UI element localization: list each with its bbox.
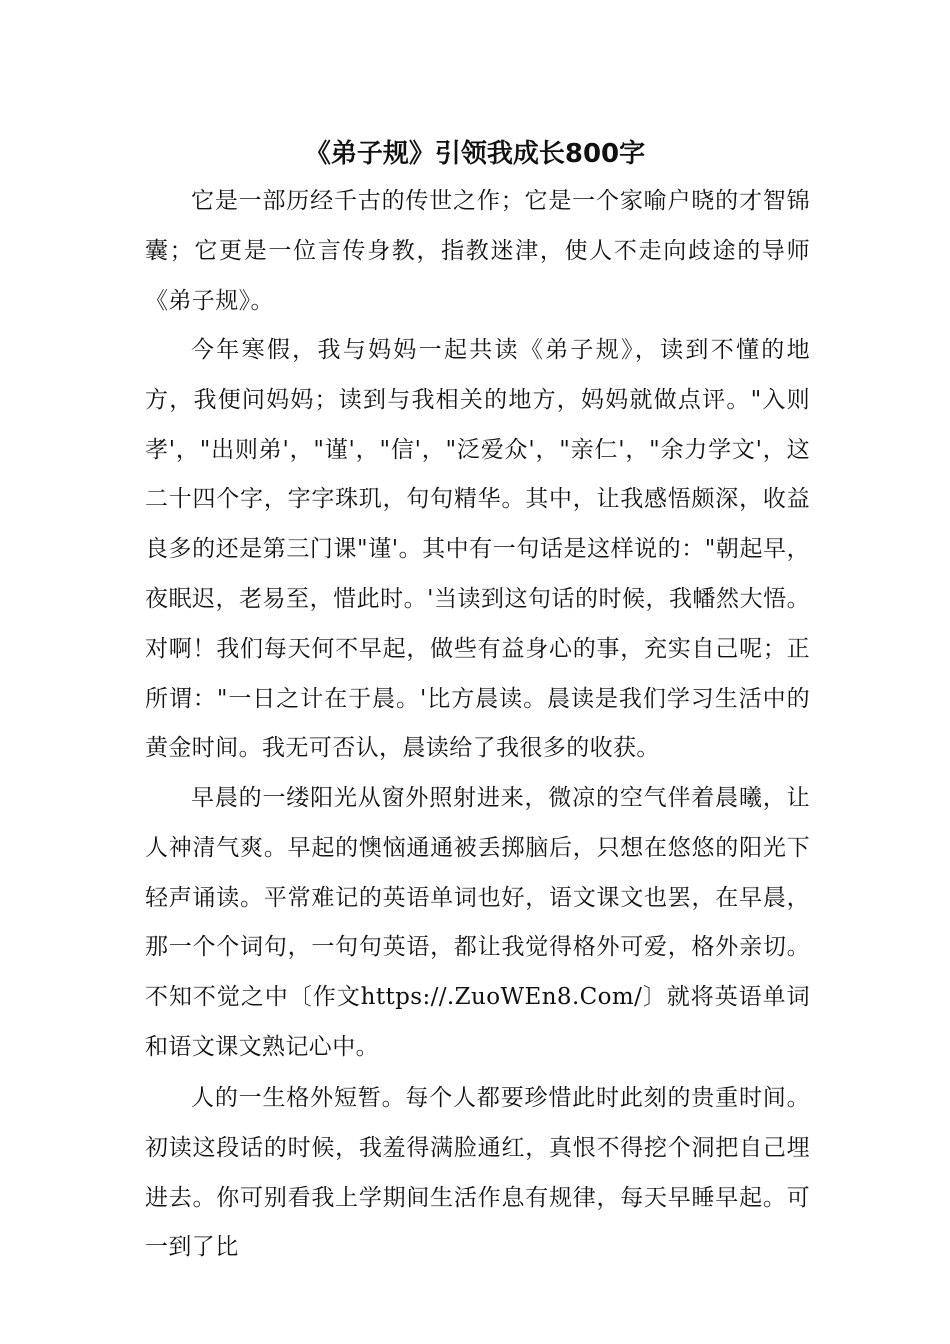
- paragraph-2: 今年寒假，我与妈妈一起共读《弟子规》，读到不懂的地方，我便问妈妈；读到与我相关的地方，妈妈就做点评。"入则孝'，"出则弟'，"谨'，"信'，"泛爱众'，"亲仁'，"余力学文'，这二十四个字，字字珠玑，句句精华。其中，让我感悟颇深，收益良多的还是第三门课"谨'。其中有一句话是这样说的："朝起早，夜眠迟，老易至，惜此时。'当读到这句话的时候，我幡然大悟。对啊！我们每天何不早起，做些有益身心的事，充实自己呢；正所谓："一日之计在于晨。'比方晨读。晨读是我们学习生活中的黄金时间。我无可否认，晨读给了我很多的收获。: [145, 337, 810, 762]
- paragraph-3: 早晨的一缕阳光从窗外照射进来，微凉的空气伴着晨曦，让人神清气爽。早起的懊恼通通被丢掷脑后，只想在悠悠的阳光下轻声诵读。平常难记的英语单词也好，语文课文也罢，在早晨，那一个个词句，一句句英语，都让我觉得格外可爱，格外亲切。不知不觉之中〔作文https://.ZuoWEn8.Com/〕就将英语单词和语文课文熟记心中。: [145, 785, 810, 1060]
- paragraph-1: 它是一部历经千古的传世之作；它是一个家喻户晓的才智锦囊；它更是一位言传身教，指教迷津，使人不走向歧途的导师《弟子规》。: [145, 188, 810, 314]
- paragraph-4: 人的一生格外短暂。每个人都要珍惜此时此刻的贵重时间。初读这段话的时候，我羞得满脸通红，真恨不得挖个洞把自己埋进去。你可别看我上学期间生活作息有规律，每天早睡早起。可一到了比: [145, 1085, 810, 1261]
- document-title: 《弟子规》引领我成长800字: [304, 139, 646, 169]
